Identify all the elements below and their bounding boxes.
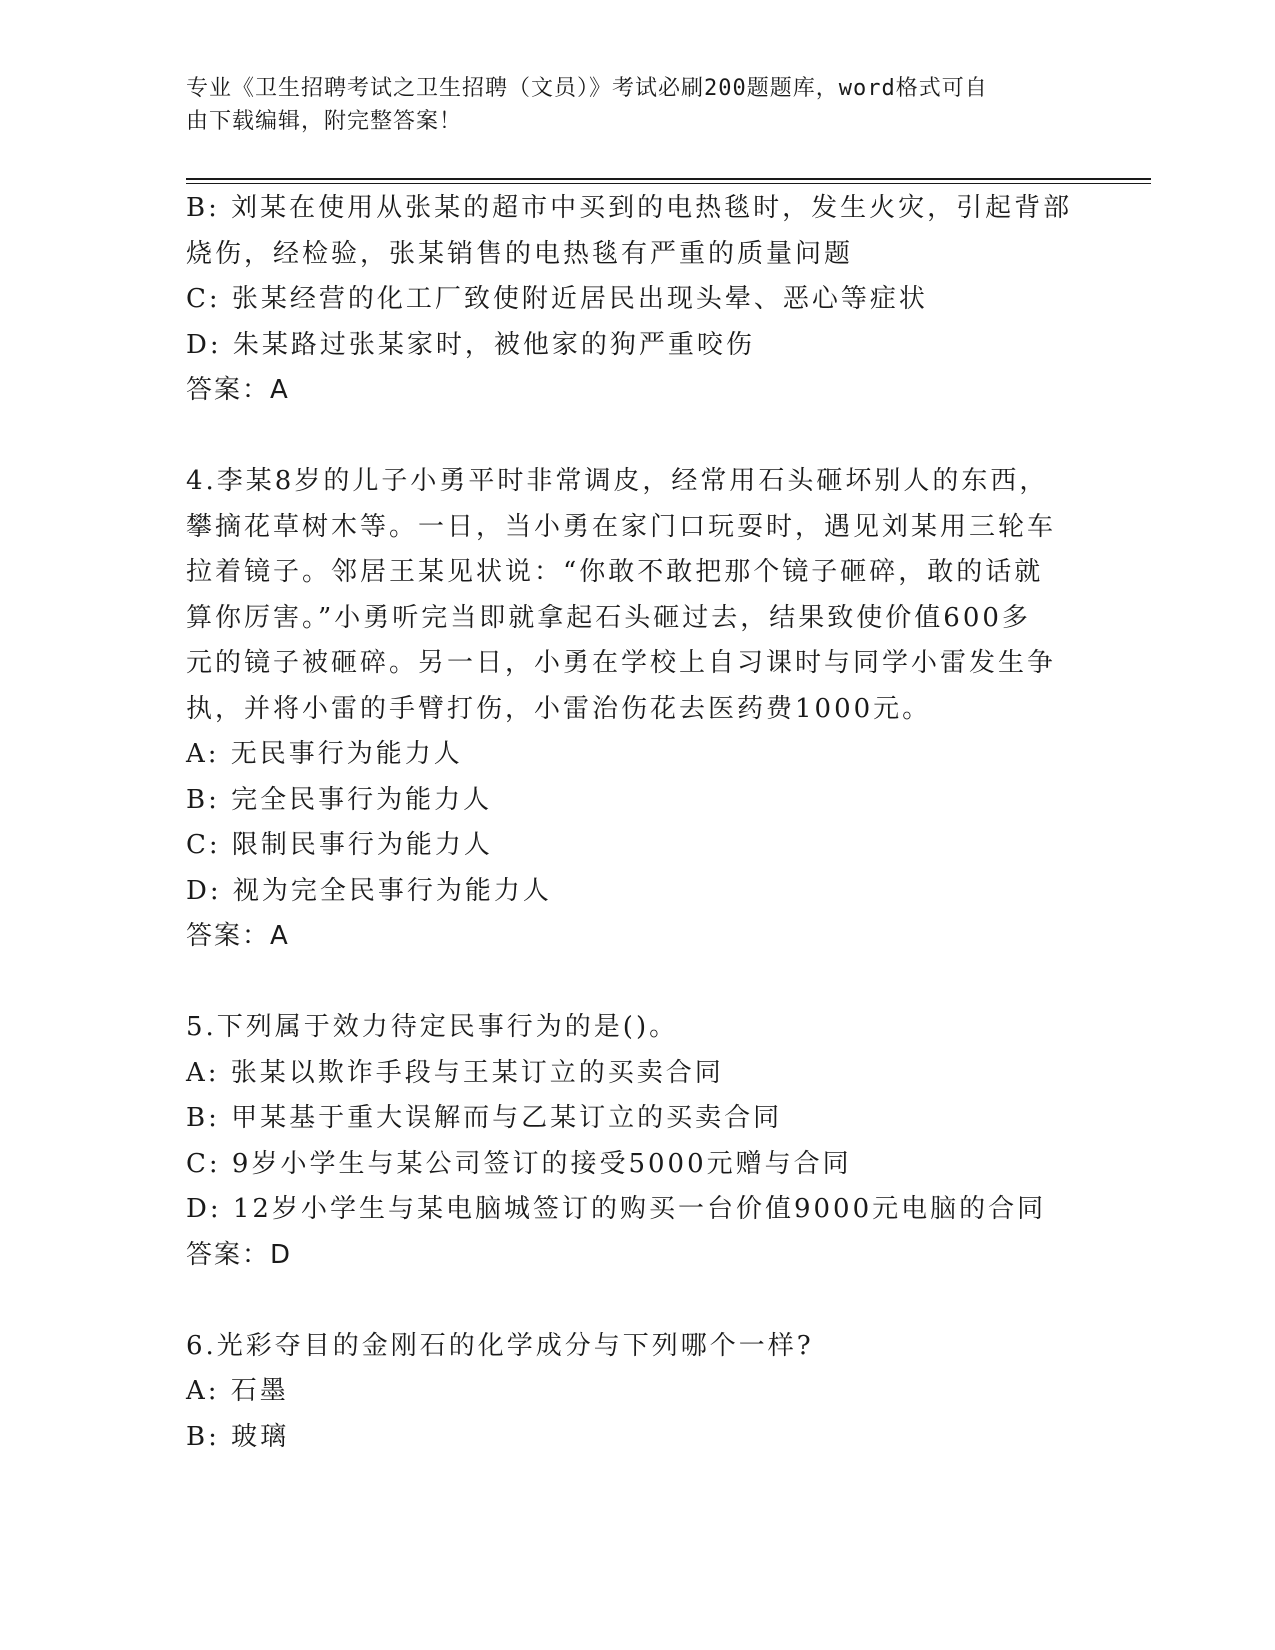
q3-option-b-line-1: B: 刘某在使用从张某的超市中买到的电热毯时，发生火灾，引起背部	[186, 193, 1073, 223]
q3-option-d: D: 朱某路过张某家时，被他家的狗严重咬伤	[186, 329, 755, 360]
q4-stem-line-4: 算你厉害。”小勇听完当即就拿起石头砸过去，结果致使价值600多	[186, 602, 1031, 633]
question-3	[186, 186, 1086, 414]
q5-option-b: B: 甲某基于重大误解而与乙某订立的买卖合同	[186, 1103, 783, 1133]
question-6	[186, 1324, 1086, 1461]
q4-stem-line-1: 4.李某8岁的儿子小勇平时非常调皮，经常用石头砸坏别人的东西，	[186, 466, 1049, 496]
q5-option-a: A: 张某以欺诈手段与王某订立的买卖合同	[186, 1057, 724, 1088]
header-rule-thick	[186, 178, 1151, 180]
q5-option-c: C: 9岁小学生与某公司签订的接受5000元赠与合同	[186, 1148, 852, 1179]
q5-answer: 答案：D	[186, 1239, 293, 1270]
q4-option-c: C: 限制民事行为能力人	[186, 830, 493, 860]
q4-stem-line-6: 执，并将小雷的手臂打伤，小雷治伤花去医药费1000元。	[186, 693, 932, 724]
q4-answer: 答案：A	[186, 921, 290, 951]
q5-stem: 5.下列属于效力待定民事行为的是()。	[186, 1012, 679, 1042]
q6-stem: 6.光彩夺目的金刚石的化学成分与下列哪个一样?	[186, 1330, 814, 1361]
q4-stem-line-3: 拉着镜子。邻居王某见状说：“你敢不敢把那个镜子砸碎，敢的话就	[186, 557, 1044, 587]
question-5	[186, 1005, 1086, 1278]
header-line-2: 由下载编辑，附完整答案！	[186, 109, 463, 134]
q4-option-b: B: 完全民事行为能力人	[186, 784, 493, 815]
q3-answer: 答案：A	[186, 375, 290, 405]
q4-stem-line-2: 攀摘花草树木等。一日，当小勇在家门口玩耍时，遇见刘某用三轮车	[186, 511, 1057, 542]
question-4	[186, 459, 1086, 960]
header-line-1: 专业《卫生招聘考试之卫生招聘（文员）》考试必刷200题题库，word格式可自	[186, 76, 988, 101]
header-rule-thin	[186, 183, 1151, 184]
q5-option-d: D: 12岁小学生与某电脑城签订的购买一台价值9000元电脑的合同	[186, 1194, 1047, 1224]
spacer	[186, 414, 1086, 460]
document-header	[186, 72, 1066, 138]
q3-option-c: C: 张某经营的化工厂致使附近居民出现头晕、恶心等症状	[186, 284, 928, 314]
spacer	[186, 960, 1086, 1006]
q3-option-b-line-2: 烧伤，经检验，张某销售的电热毯有严重的质量问题	[186, 238, 854, 269]
spacer	[186, 1278, 1086, 1324]
q6-option-a: A: 石墨	[186, 1376, 289, 1406]
q4-option-d: D: 视为完全民事行为能力人	[186, 875, 552, 906]
document-body	[186, 186, 1086, 1460]
q6-option-b: B: 玻璃	[186, 1421, 290, 1452]
q4-option-a: A: 无民事行为能力人	[186, 739, 463, 769]
q4-stem-line-5: 元的镜子被砸碎。另一日，小勇在学校上自习课时与同学小雷发生争	[186, 648, 1057, 678]
